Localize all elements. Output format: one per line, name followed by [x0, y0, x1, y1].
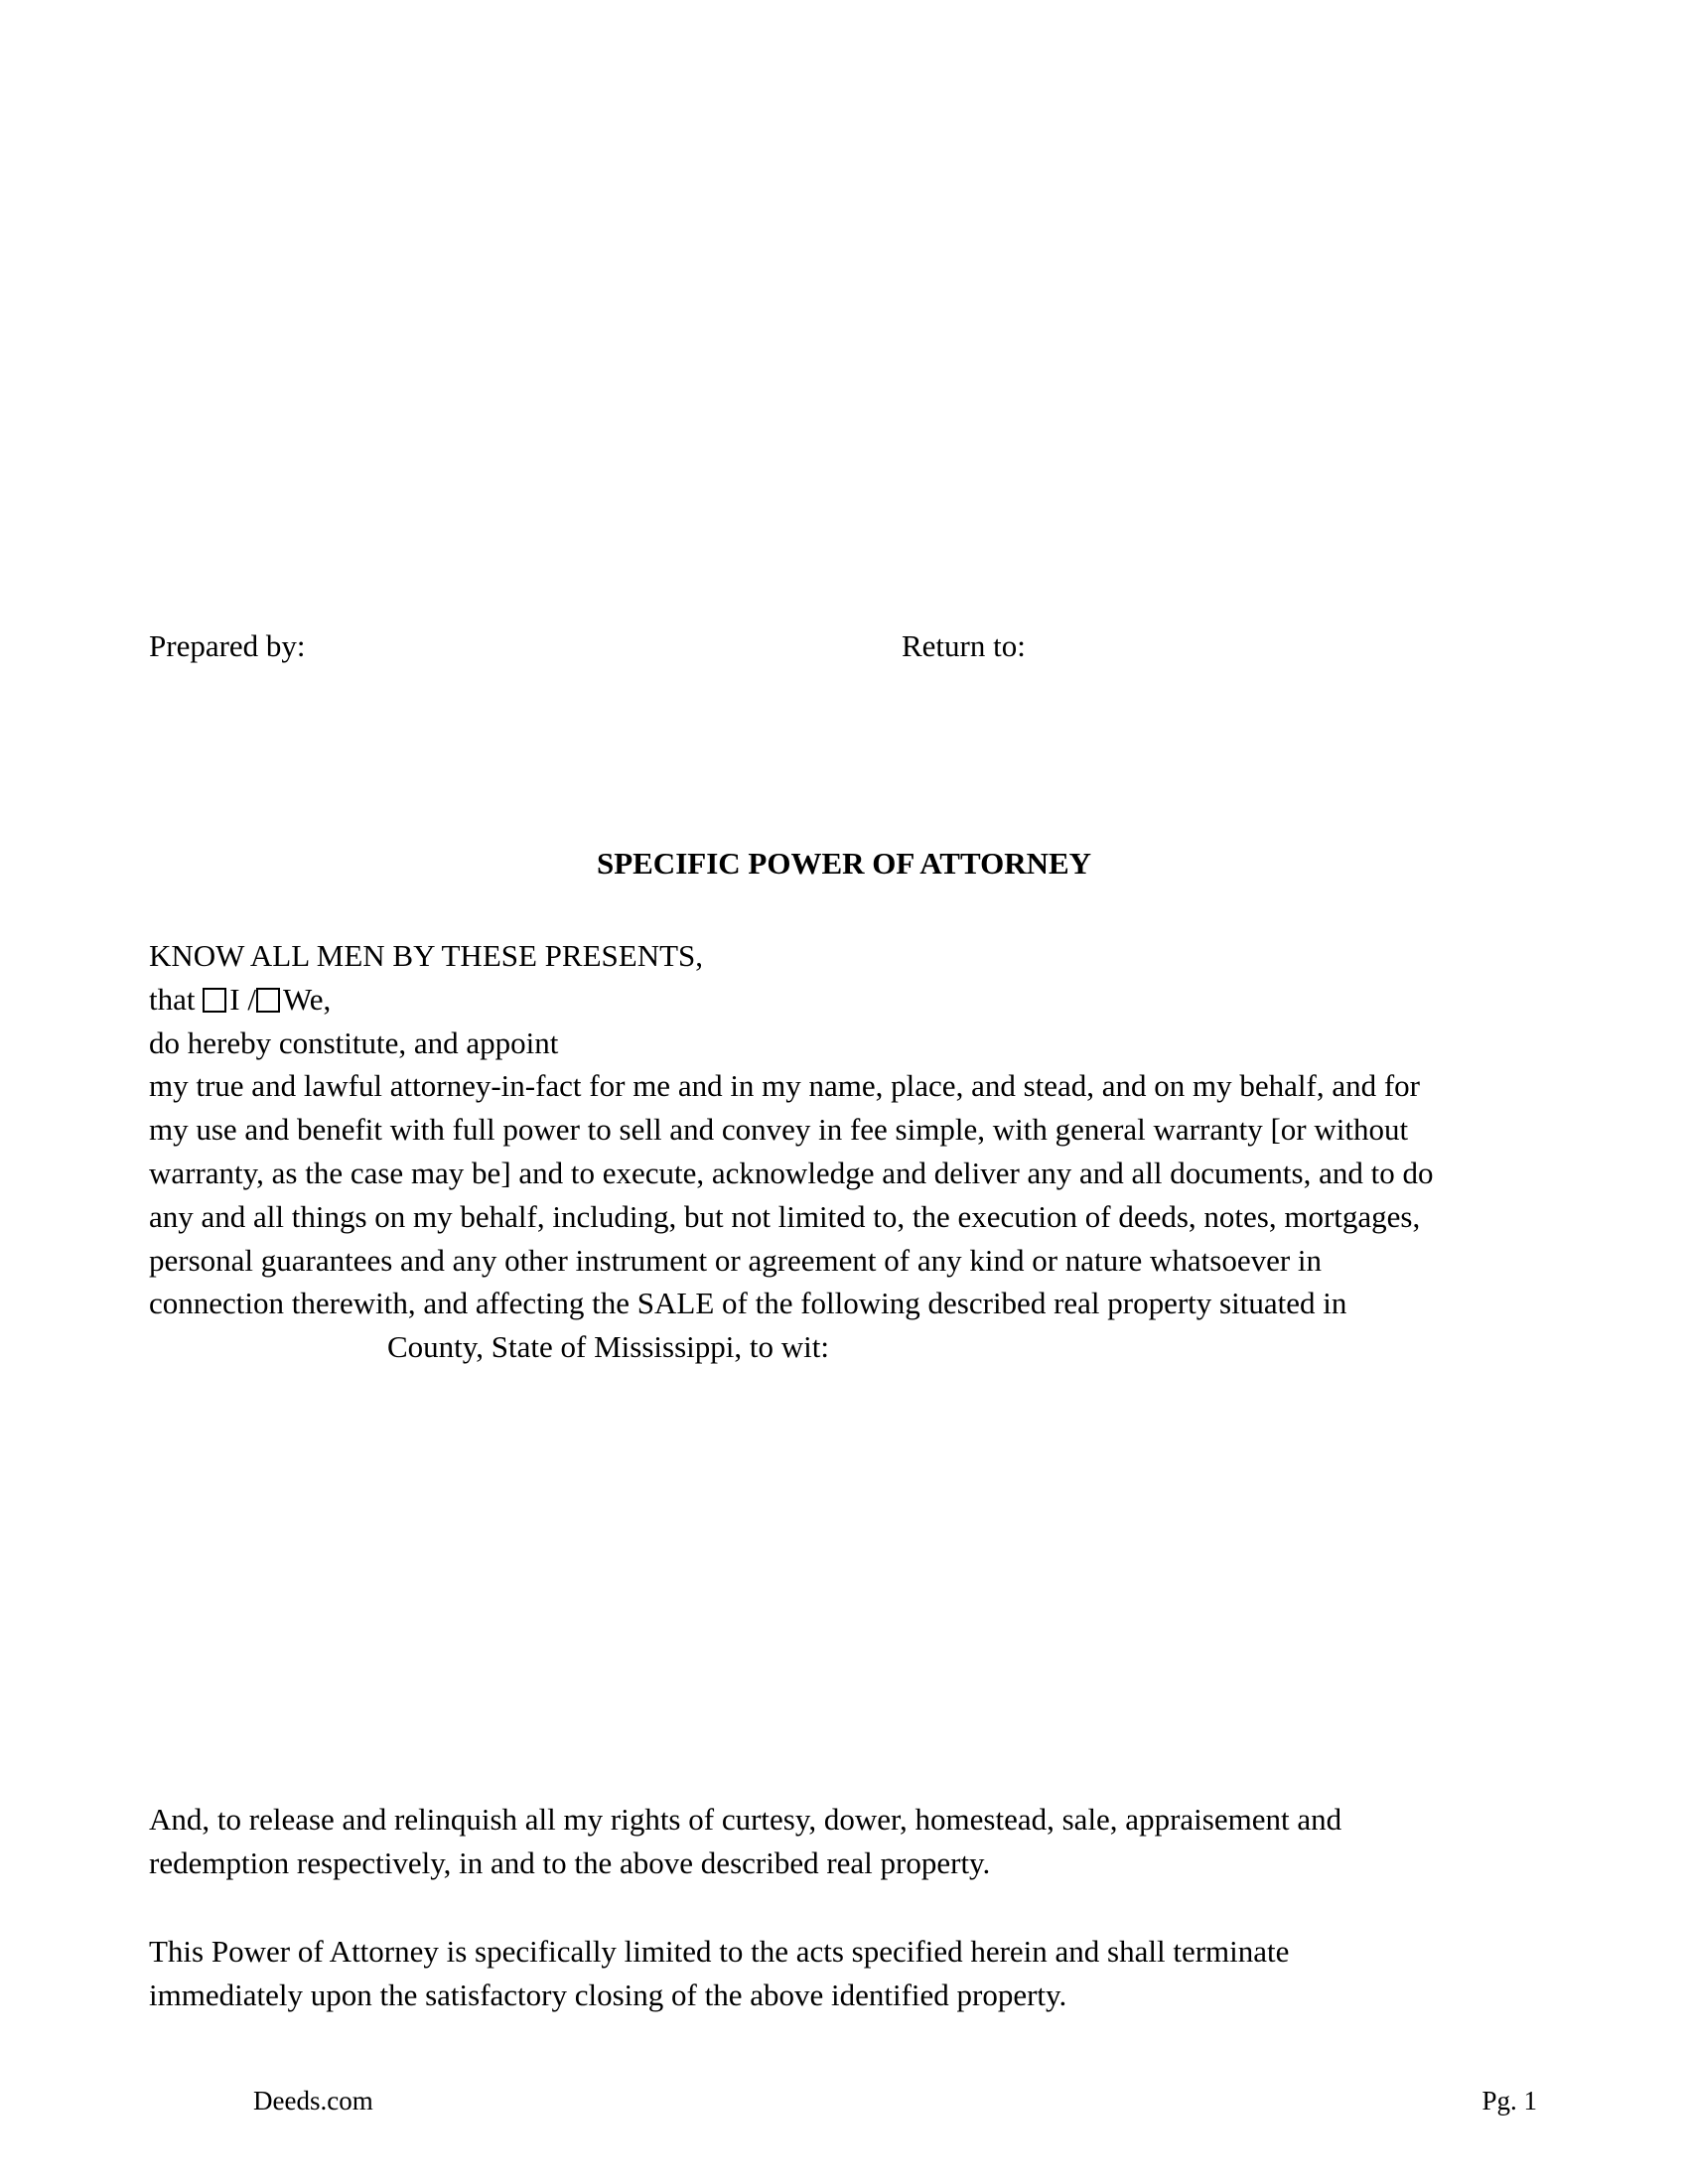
body-line: any and all things on my behalf, including, but not limited to, the execution of deeds, notes, mortgages, [149, 1198, 1421, 1234]
option-we-checkbox[interactable] [256, 988, 280, 1013]
document-title: SPECIFIC POWER OF ATTORNEY [596, 846, 1092, 881]
appoint-line: do hereby constitute, and appoint [149, 1024, 559, 1060]
header-row [149, 628, 1539, 672]
body-line: connection therewith, and affecting the SALE of the following described real property situated in [149, 1286, 1347, 1321]
body-line: personal guarantees and any other instrument or agreement of any kind or nature whatsoever in [149, 1242, 1323, 1278]
know-all-men-line: KNOW ALL MEN BY THESE PRESENTS, [149, 938, 704, 973]
release-paragraph [149, 1798, 1559, 1885]
option-i-label: I / [229, 981, 256, 1017]
that-prefix: that [149, 981, 196, 1017]
county-line: County, State of Mississippi, to wit: [387, 1329, 829, 1365]
return-to-label: Return to: [902, 628, 1026, 663]
footer-page-number: Pg. 1 [1481, 2086, 1537, 2116]
option-we-label: We, [282, 981, 332, 1017]
body-line: my true and lawful attorney-in-fact for me and in my name, place, and stead, and on my behalf, and for [149, 1068, 1421, 1104]
option-i-checkbox[interactable] [203, 988, 226, 1013]
limitation-line: immediately upon the satisfactory closing of the above identified property. [149, 1977, 1067, 2012]
limitation-paragraph [149, 1930, 1559, 2017]
prepared-by-label: Prepared by: [149, 628, 306, 663]
release-line: redemption respectively, in and to the above described real property. [149, 1844, 991, 1880]
body-line: my use and benefit with full power to sell and convey in fee simple, with general warranty [or without [149, 1112, 1409, 1148]
that-line [149, 978, 1559, 1022]
body-paragraph [149, 934, 1559, 1369]
limitation-line: This Power of Attorney is specifically limited to the acts specified herein and shall terminate [149, 1934, 1290, 1969]
footer-source: Deeds.com [253, 2086, 373, 2116]
release-line: And, to release and relinquish all my rights of curtesy, dower, homestead, sale, appraisement and [149, 1802, 1342, 1837]
body-line: warranty, as the case may be] and to execute, acknowledge and deliver any and all documents, and to do [149, 1155, 1434, 1190]
